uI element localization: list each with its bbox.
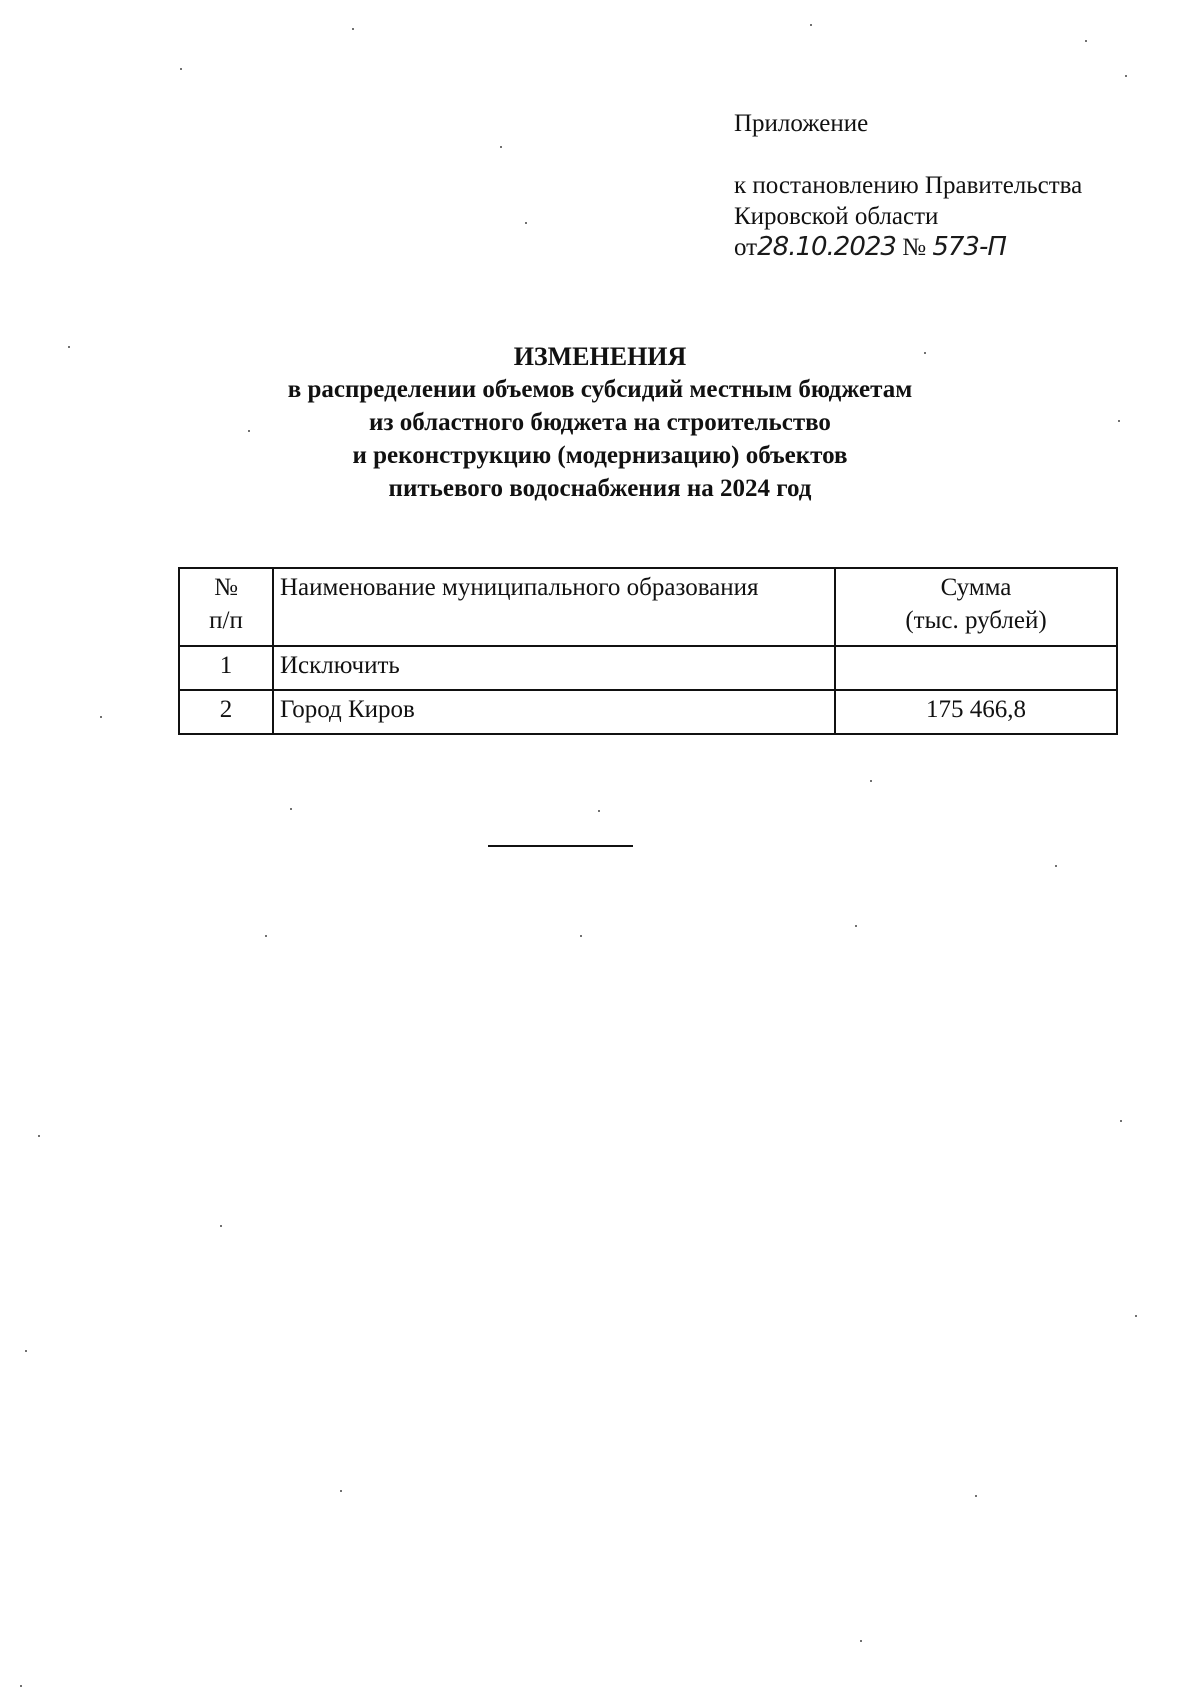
date-prefix: от <box>734 234 758 261</box>
table-row <box>179 646 1117 690</box>
row-sum-cell: 175 466,8 <box>835 690 1117 734</box>
appendix-date-number-line <box>734 232 1082 263</box>
appendix-line-2: Кировской области <box>734 203 939 230</box>
appendix-block <box>734 108 1082 263</box>
title-line-3: и реконструкцию (модернизацию) объектов <box>352 442 848 469</box>
header-sum-label: Сумма <box>940 574 1012 601</box>
scan-speck <box>1120 1120 1122 1122</box>
scan-speck <box>20 1685 22 1687</box>
scan-speck <box>924 352 926 354</box>
scan-speck <box>68 346 70 348</box>
appendix-line-1: к постановлению Правительства <box>734 172 1083 199</box>
header-num-pp: п/п <box>209 607 243 634</box>
scan-speck <box>340 1490 342 1492</box>
handwritten-number: 573-П <box>932 232 1006 262</box>
appendix-label: Приложение <box>734 110 869 137</box>
header-num-cell <box>179 568 273 646</box>
scan-speck <box>1085 40 1087 42</box>
scan-speck <box>860 1640 862 1642</box>
scan-speck <box>352 28 354 30</box>
scan-speck <box>1135 1315 1137 1317</box>
header-name-cell: Наименование муниципального образования <box>273 568 835 646</box>
row-name-cell: Исключить <box>273 646 835 690</box>
scan-speck <box>248 430 250 432</box>
row-num-cell: 1 <box>179 646 273 690</box>
subsidy-table <box>178 567 1118 735</box>
title-line-4: питьевого водоснабжения на 2024 год <box>388 475 812 502</box>
header-num-sign: № <box>214 574 238 601</box>
title-main: ИЗМЕНЕНИЯ <box>513 342 687 371</box>
scan-speck <box>810 24 812 26</box>
table-header-row <box>179 568 1117 646</box>
end-of-document-line <box>488 845 633 847</box>
scan-speck <box>870 780 872 782</box>
title-line-1: в распределении объемов субсидий местным бюджетам <box>287 376 913 403</box>
scan-speck <box>1055 865 1057 867</box>
scan-speck <box>855 925 857 927</box>
header-sum-cell <box>835 568 1117 646</box>
scan-speck <box>100 716 102 718</box>
number-sign: № <box>902 234 927 261</box>
title-line-2: из областного бюджета на строительство <box>369 409 831 436</box>
table-row <box>179 690 1117 734</box>
scan-speck <box>525 222 527 224</box>
scan-speck <box>975 1495 977 1497</box>
header-sum-unit: (тыс. рублей) <box>905 607 1047 634</box>
row-num-cell: 2 <box>179 690 273 734</box>
scan-speck <box>598 810 600 812</box>
document-title <box>0 340 1200 505</box>
scan-speck <box>1118 420 1120 422</box>
scan-speck <box>220 1225 222 1227</box>
scan-speck <box>500 146 502 148</box>
row-name-cell: Город Киров <box>273 690 835 734</box>
scan-speck <box>180 68 182 70</box>
handwritten-date: 28.10.2023 <box>757 232 896 262</box>
row-sum-cell <box>835 646 1117 690</box>
scan-speck <box>25 1350 27 1352</box>
scan-speck <box>1125 75 1127 77</box>
scan-speck <box>290 808 292 810</box>
scan-speck <box>38 1135 40 1137</box>
scan-speck <box>265 935 267 937</box>
scan-speck <box>580 935 582 937</box>
